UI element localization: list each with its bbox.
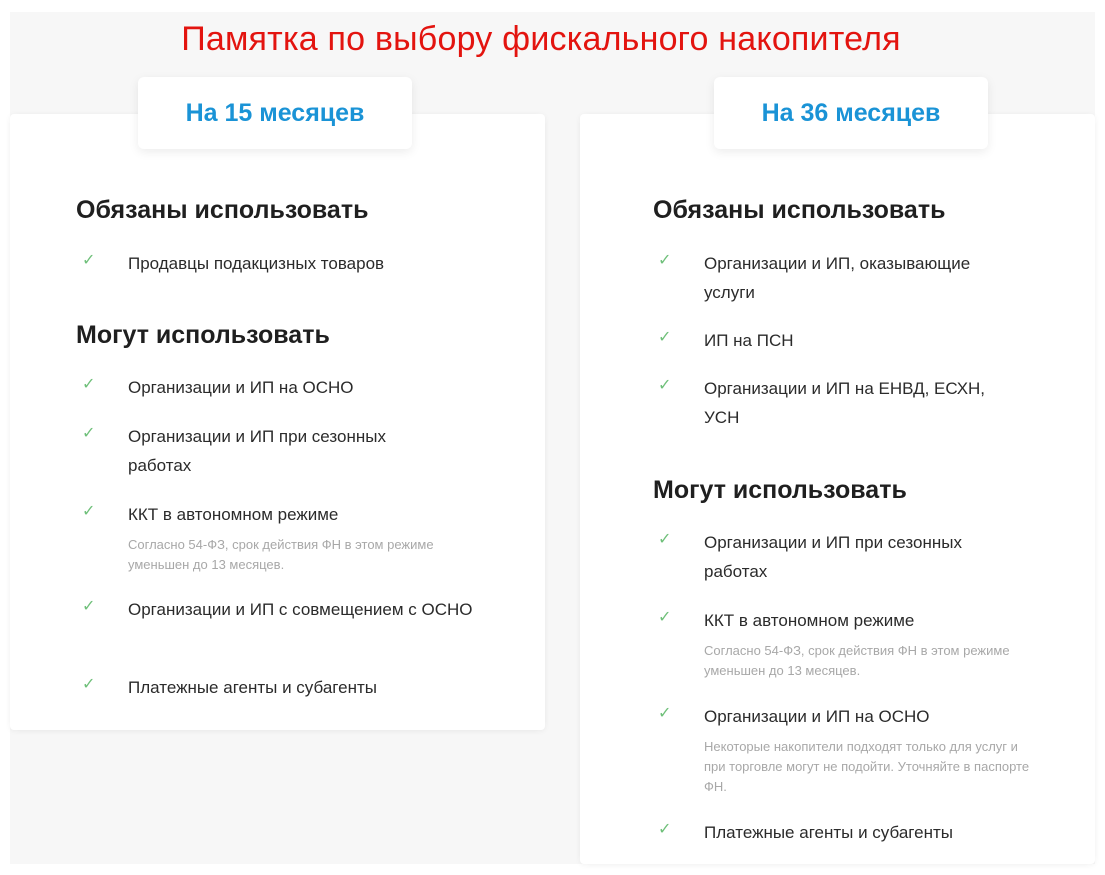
check-icon: ✓: [658, 329, 672, 346]
list-item: ✓ ИП на ПСН: [658, 329, 794, 350]
list-item: ✓ Платежные агенты и субагенты: [82, 676, 377, 697]
right-must-heading: Обязаны использовать: [653, 196, 946, 224]
list-item: ✓ Организации и ИП при сезонных работах: [658, 531, 962, 581]
tab-36-months: На 36 месяцев: [714, 77, 988, 149]
check-icon: ✓: [82, 676, 96, 693]
page-title: Памятка по выбору фискального накопителя: [181, 20, 901, 58]
check-icon: ✓: [658, 377, 672, 394]
check-icon: ✓: [658, 609, 672, 626]
list-item: ✓ ККТ в автономном режиме Согласно 54-ФЗ, срок действия ФН в этом режиме уменьшен до 13 месяцев.: [658, 606, 1024, 681]
item-note: Некоторые накопители подходят только для услуг и при торговле могут не подойти. Уточняйте в паспорте ФН.: [704, 739, 1030, 794]
left-must-heading: Обязаны использовать: [76, 196, 369, 224]
item-note: Согласно 54-ФЗ, срок действия ФН в этом режиме уменьшен до 13 месяцев.: [128, 537, 434, 572]
item-note: Согласно 54-ФЗ, срок действия ФН в этом режиме уменьшен до 13 месяцев.: [704, 643, 1010, 678]
list-item: ✓ Продавцы подакцизных товаров: [82, 252, 385, 273]
left-may-heading: Могут использовать: [76, 321, 330, 349]
check-icon: ✓: [82, 425, 96, 442]
list-item: ✓ ККТ в автономном режиме Согласно 54-ФЗ, срок действия ФН в этом режиме уменьшен до 13 месяцев.: [82, 500, 448, 575]
list-item: ✓ Платежные агенты и субагенты: [658, 821, 953, 842]
check-icon: ✓: [82, 252, 96, 269]
right-may-heading: Могут использовать: [653, 476, 907, 504]
check-icon: ✓: [658, 252, 672, 269]
list-item: ✓ Организации и ИП с совмещением с ОСНО: [82, 598, 473, 619]
check-icon: ✓: [82, 503, 96, 520]
check-icon: ✓: [658, 821, 672, 838]
list-item: ✓ Организации и ИП на ОСНО: [82, 376, 354, 397]
list-item: ✓ Организации и ИП на ЕНВД, ЕСХН, УСН: [658, 377, 986, 427]
list-item: ✓ Организации и ИП на ОСНО Некоторые накопители подходят только для услуг и при торговле могут не подойти. Уточняйте в паспорте ФН.: [658, 702, 1039, 797]
check-icon: ✓: [82, 598, 96, 615]
check-icon: ✓: [658, 705, 672, 722]
check-icon: ✓: [658, 531, 672, 548]
list-item: ✓ Организации и ИП, оказывающие услуги: [658, 252, 971, 302]
list-item: ✓ Организации и ИП при сезонных работах: [82, 425, 386, 475]
tab-15-months: На 15 месяцев: [138, 77, 412, 149]
check-icon: ✓: [82, 376, 96, 393]
